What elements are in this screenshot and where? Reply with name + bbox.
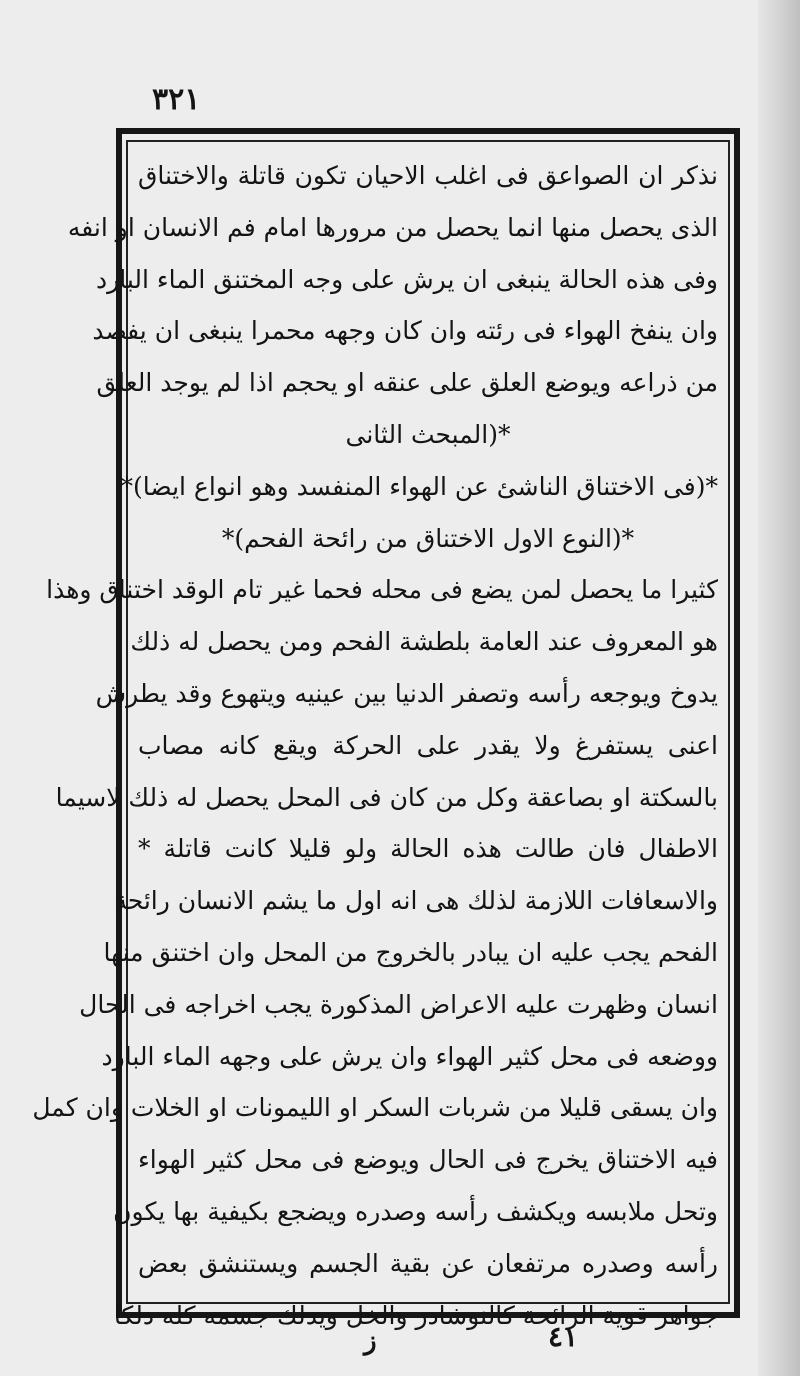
text-line: هو المعروف عند العامة بلطشة الفحم ومن يحصل له ذلك <box>130 627 718 657</box>
footer-number: ٤١ <box>548 1320 579 1353</box>
text-line: نذكر ان الصواعق فى اغلب الاحيان تكون قاتلة والاختناق <box>138 161 718 190</box>
page-binding-shadow <box>758 0 800 1376</box>
text-line: يدوخ ويوجعه رأسه وتصفر الدنيا بين عينيه ويتهوع وقد يطرش <box>95 678 718 708</box>
text-line: وان يسقى قليلا من شربات السكر او الليمونات او الخلات وان كمل <box>32 1093 718 1123</box>
section-subheading: *(فى الاختناق الناشئ عن الهواء المنفسد وهو انواع ايضا)* <box>120 471 718 501</box>
section-heading: *(المبحث الثانى <box>345 419 511 449</box>
text-line: وفى هذه الحالة ينبغى ان يرش على وجه المختنق الماء البارد <box>96 264 718 294</box>
text-line: الفحم يجب عليه ان يبادر بالخروج من المحل وان اختنق منها <box>103 937 718 967</box>
text-line: انسان وظهرت عليه الاعراض المذكورة يجب اخراجه فى الحال <box>79 989 718 1019</box>
text-line: وتحل ملابسه ويكشف رأسه وصدره ويضجع بكيفية بها يكون <box>113 1196 718 1226</box>
text-line: الاطفال فان طالت هذه الحالة ولو قليلا كانت قاتلة * <box>138 834 718 864</box>
body-text <box>32 150 718 1330</box>
page-number: ٣٢١ <box>152 82 201 117</box>
text-line: كثيرا ما يحصل لمن يضع فى محله فحما غير تام الوقد اختناق وهذا <box>46 575 718 605</box>
text-line: رأسه وصدره مرتفعان عن بقية الجسم ويستنشق بعض <box>138 1248 718 1278</box>
text-line: وان ينفخ الهواء فى رئته وان كان وجهه محمرا ينبغى ان يفصد <box>92 316 718 346</box>
text-line: فيه الاختناق يخرج فى الحال ويوضع فى محل كثير الهواء <box>138 1145 718 1175</box>
text-line: ووضعه فى محل كثير الهواء وان يرش على وجهه الماء البارد <box>101 1041 718 1071</box>
text-line: جواهر قوية الرائحة كالنوشادر والخل ويدلك جسمه كله دلكا <box>113 1300 718 1330</box>
text-line: الذى يحصل منها انما يحصل من مرورها امام فم الانسان او انفه <box>67 212 718 242</box>
text-line: من ذراعه ويوضع العلق على عنقه او يحجم اذا لم يوجد العلق <box>96 368 718 398</box>
text-line: اعنى يستفرغ ولا يقدر على الحركة ويقع كانه مصاب <box>138 730 718 760</box>
signature-mark: ز <box>364 1326 377 1356</box>
text-line: بالسكتة او بصاعقة وكل من كان فى المحل يحصل له ذلك لاسيما <box>55 782 718 812</box>
text-line: والاسعافات اللازمة لذلك هى انه اول ما يشم الانسان رائحة <box>114 886 718 916</box>
section-subheading: *(النوع الاول الاختناق من رائحة الفحم)* <box>221 523 635 553</box>
